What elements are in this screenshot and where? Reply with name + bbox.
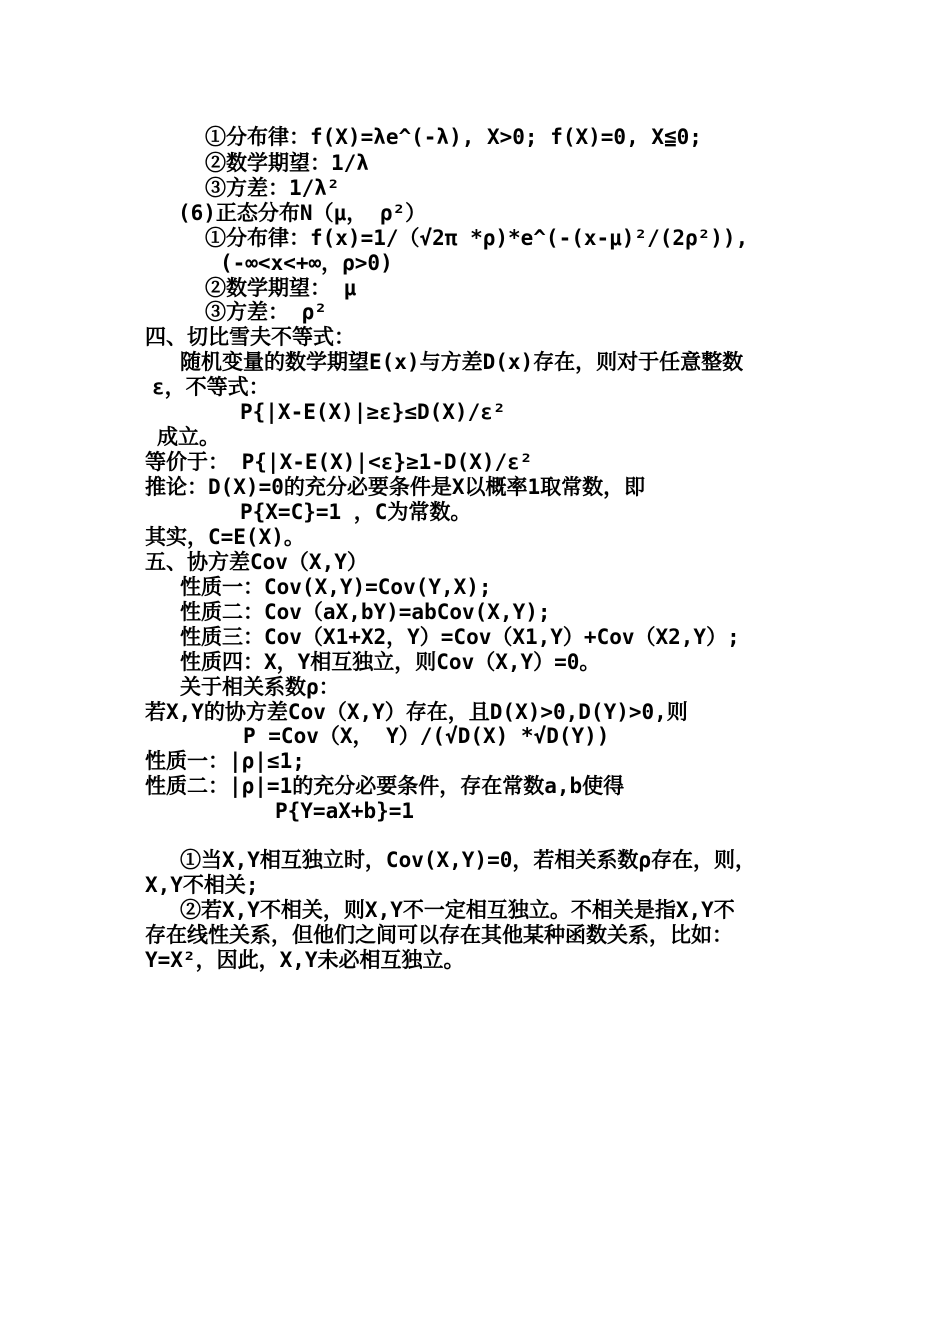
- exp-distribution-law: ①分布律：f(X)=λe^(-λ), X>0; f(X)=0, X≦0;: [205, 125, 702, 149]
- normal-variance: ③方差： ρ²: [205, 300, 327, 324]
- chebyshev-holds: 成立。: [157, 425, 220, 449]
- chebyshev-equivalent: 等价于： P{|X-E(X)|<ε}≥1-D(X)/ε²: [145, 450, 533, 474]
- chebyshev-statement-cont: ε，不等式：: [152, 375, 270, 399]
- chebyshev-corollary: 推论：D(X)=0的充分必要条件是X以概率1取常数，即: [145, 475, 646, 499]
- exp-variance: ③方差：1/λ²: [205, 176, 340, 200]
- correlation-formula: P =Cov（X， Y）/(√D(X) *√D(Y)): [243, 724, 610, 748]
- cov-property-2: 性质二：Cov（aX,bY)=abCov(X,Y);: [180, 600, 551, 624]
- rho-property-2-formula: P{Y=aX+b}=1: [275, 799, 415, 823]
- rho-property-1: 性质一：|ρ|≤1;: [145, 749, 305, 773]
- normal-distribution-range: (-∞<x<+∞，ρ>0): [220, 251, 393, 275]
- cov-property-1: 性质一：Cov(X,Y)=Cov(Y,X);: [180, 575, 492, 599]
- note-2: ②若X,Y不相关，则X,Y不一定相互独立。不相关是指X,Y不: [180, 898, 735, 922]
- corollary-formula: P{X=C}=1 ，C为常数。: [240, 500, 472, 524]
- section-chebyshev-heading: 四、切比雪夫不等式：: [145, 325, 355, 349]
- section-covariance-heading: 五、协方差Cov（X,Y）: [145, 550, 368, 574]
- note-1-cont: X,Y不相关;: [145, 873, 259, 897]
- cov-property-4: 性质四：X，Y相互独立，则Cov（X,Y）=0。: [180, 650, 601, 674]
- normal-distribution-heading: (6)正态分布N（μ， ρ²）: [178, 201, 427, 225]
- chebyshev-inequality: P{|X-E(X)|≥ε}≤D(X)/ε²: [240, 400, 506, 424]
- note-1: ①当X,Y相互独立时，Cov(X,Y)=0，若相关系数ρ存在，则，: [180, 848, 757, 872]
- note-2-cont-2: Y=X²，因此，X,Y未必相互独立。: [145, 948, 465, 972]
- exp-expectation: ②数学期望：1/λ: [205, 151, 369, 175]
- normal-distribution-law: ①分布律：f(x)=1/（√2π *ρ)*e^(-(x-μ)²/(2ρ²)),: [205, 226, 749, 250]
- chebyshev-statement: 随机变量的数学期望E(x)与方差D(x)存在，则对于任意整数: [180, 350, 744, 374]
- rho-property-2: 性质二：|ρ|=1的充分必要条件，存在常数a,b使得: [145, 774, 625, 798]
- correlation-definition: 若X,Y的协方差Cov（X,Y）存在，且D(X)>0,D(Y)>0,则: [145, 700, 688, 724]
- correlation-heading: 关于相关系数ρ：: [180, 675, 340, 699]
- cov-property-3: 性质三：Cov（X1+X2，Y）=Cov（X1,Y）+Cov（X2,Y）;: [180, 625, 740, 649]
- corollary-note: 其实，C=E(X)。: [145, 525, 305, 549]
- note-2-cont: 存在线性关系，但他们之间可以存在其他某种函数关系，比如：: [145, 923, 733, 947]
- normal-expectation: ②数学期望： μ: [205, 276, 357, 300]
